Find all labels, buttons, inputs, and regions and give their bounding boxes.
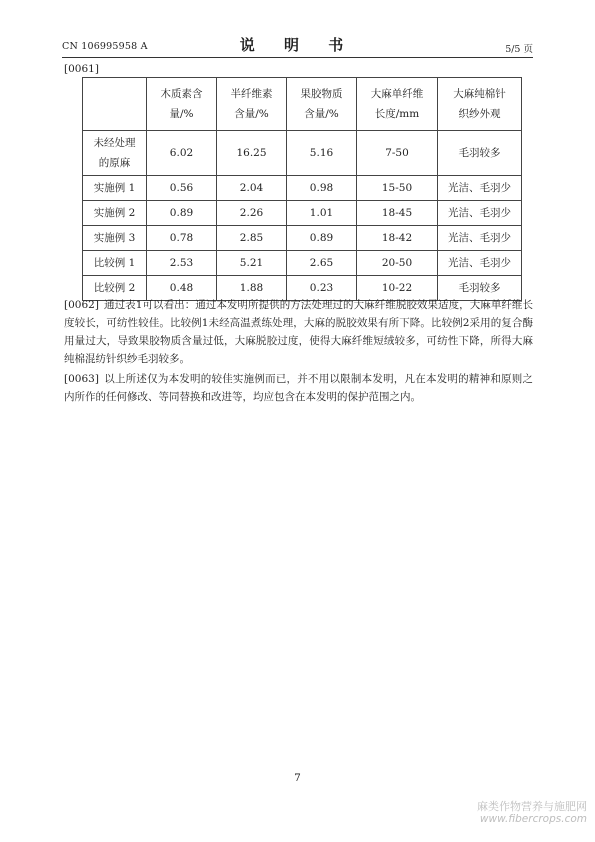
column-header: 大麻纯棉针 织纱外观 [438, 78, 522, 131]
table-cell: 2.85 [217, 226, 287, 251]
table-cell: 毛羽较多 [438, 131, 522, 176]
table-cell: 18-45 [357, 201, 438, 226]
table-cell: 10-22 [357, 276, 438, 301]
results-table [82, 77, 522, 301]
table-cell: 6.02 [147, 131, 217, 176]
paragraph-number: [0063] [64, 373, 99, 385]
table-cell: 5.21 [217, 251, 287, 276]
table-row [83, 251, 522, 276]
row-label: 实施例 2 [83, 201, 147, 226]
row-label: 比较例 2 [83, 276, 147, 301]
table-cell: 光洁、毛羽少 [438, 226, 522, 251]
row-label: 实施例 1 [83, 176, 147, 201]
table-row [83, 131, 522, 176]
table-cell: 2.53 [147, 251, 217, 276]
table-row [83, 226, 522, 251]
header-rule [62, 57, 533, 58]
table-cell: 18-42 [357, 226, 438, 251]
table-cell: 0.89 [287, 226, 357, 251]
column-header: 大麻单纤维 长度/mm [357, 78, 438, 131]
table-cell: 2.04 [217, 176, 287, 201]
table-cell: 0.23 [287, 276, 357, 301]
paragraph-text: 通过表1可以看出：通过本发明所提供的方法处理过的大麻纤维脱胶效果适度，大麻单纤维长度较长，可纺性较佳。比较例1未经高温煮练处理，大麻的脱胶效果有所下降。比较例2采用的复合酶用量过大，导致果胶物质含量过低，大麻脱胶过度，使得大麻纤维短绒较多，可纺性下降，所得大麻纯棉混纺针织纱毛羽较多。 [64, 299, 533, 365]
column-header: 木质素含 量/% [147, 78, 217, 131]
publication-number: CN 106995958 A [62, 41, 148, 52]
table-cell: 毛羽较多 [438, 276, 522, 301]
row-label: 实施例 3 [83, 226, 147, 251]
row-label: 比较例 1 [83, 251, 147, 276]
row-label: 未经处理 的原麻 [83, 131, 147, 176]
watermark [477, 800, 587, 826]
paragraph-number: [0062] [64, 299, 99, 311]
paragraph-0063 [64, 370, 533, 406]
table-row [83, 201, 522, 226]
column-header: 果胶物质 含量/% [287, 78, 357, 131]
column-header: 半纤维素 含量/% [217, 78, 287, 131]
table-cell: 0.89 [147, 201, 217, 226]
watermark-url: www.fibercrops.com [479, 813, 587, 825]
table-cell: 0.56 [147, 176, 217, 201]
table-cell: 15-50 [357, 176, 438, 201]
table-cell: 0.48 [147, 276, 217, 301]
table-cell: 7-50 [357, 131, 438, 176]
table-cell: 光洁、毛羽少 [438, 251, 522, 276]
table-cell: 1.01 [287, 201, 357, 226]
table-cell: 1.88 [217, 276, 287, 301]
watermark-site-name: 麻类作物营养与施肥网 [477, 800, 587, 813]
table-header-row [83, 78, 522, 131]
table-cell: 0.78 [147, 226, 217, 251]
table-cell: 光洁、毛羽少 [438, 176, 522, 201]
table-cell: 2.65 [287, 251, 357, 276]
table-cell: 0.98 [287, 176, 357, 201]
page-number: 7 [294, 772, 301, 784]
paragraph-number-0061: [0061] [64, 63, 99, 75]
page-header [62, 34, 533, 56]
table-cell: 20-50 [357, 251, 438, 276]
table-cell: 2.26 [217, 201, 287, 226]
table-row [83, 176, 522, 201]
paragraph-0062 [64, 296, 533, 368]
document-title: 说 明 书 [239, 36, 356, 54]
table-cell: 光洁、毛羽少 [438, 201, 522, 226]
page-indicator: 5/5 页 [505, 44, 533, 55]
table-cell: 16.25 [217, 131, 287, 176]
column-header [83, 78, 147, 131]
paragraph-text: 以上所述仅为本发明的较佳实施例而已，并不用以限制本发明，凡在本发明的精神和原则之内所作的任何修改、等同替换和改进等，均应包含在本发明的保护范围之内。 [64, 373, 533, 403]
table-cell: 5.16 [287, 131, 357, 176]
